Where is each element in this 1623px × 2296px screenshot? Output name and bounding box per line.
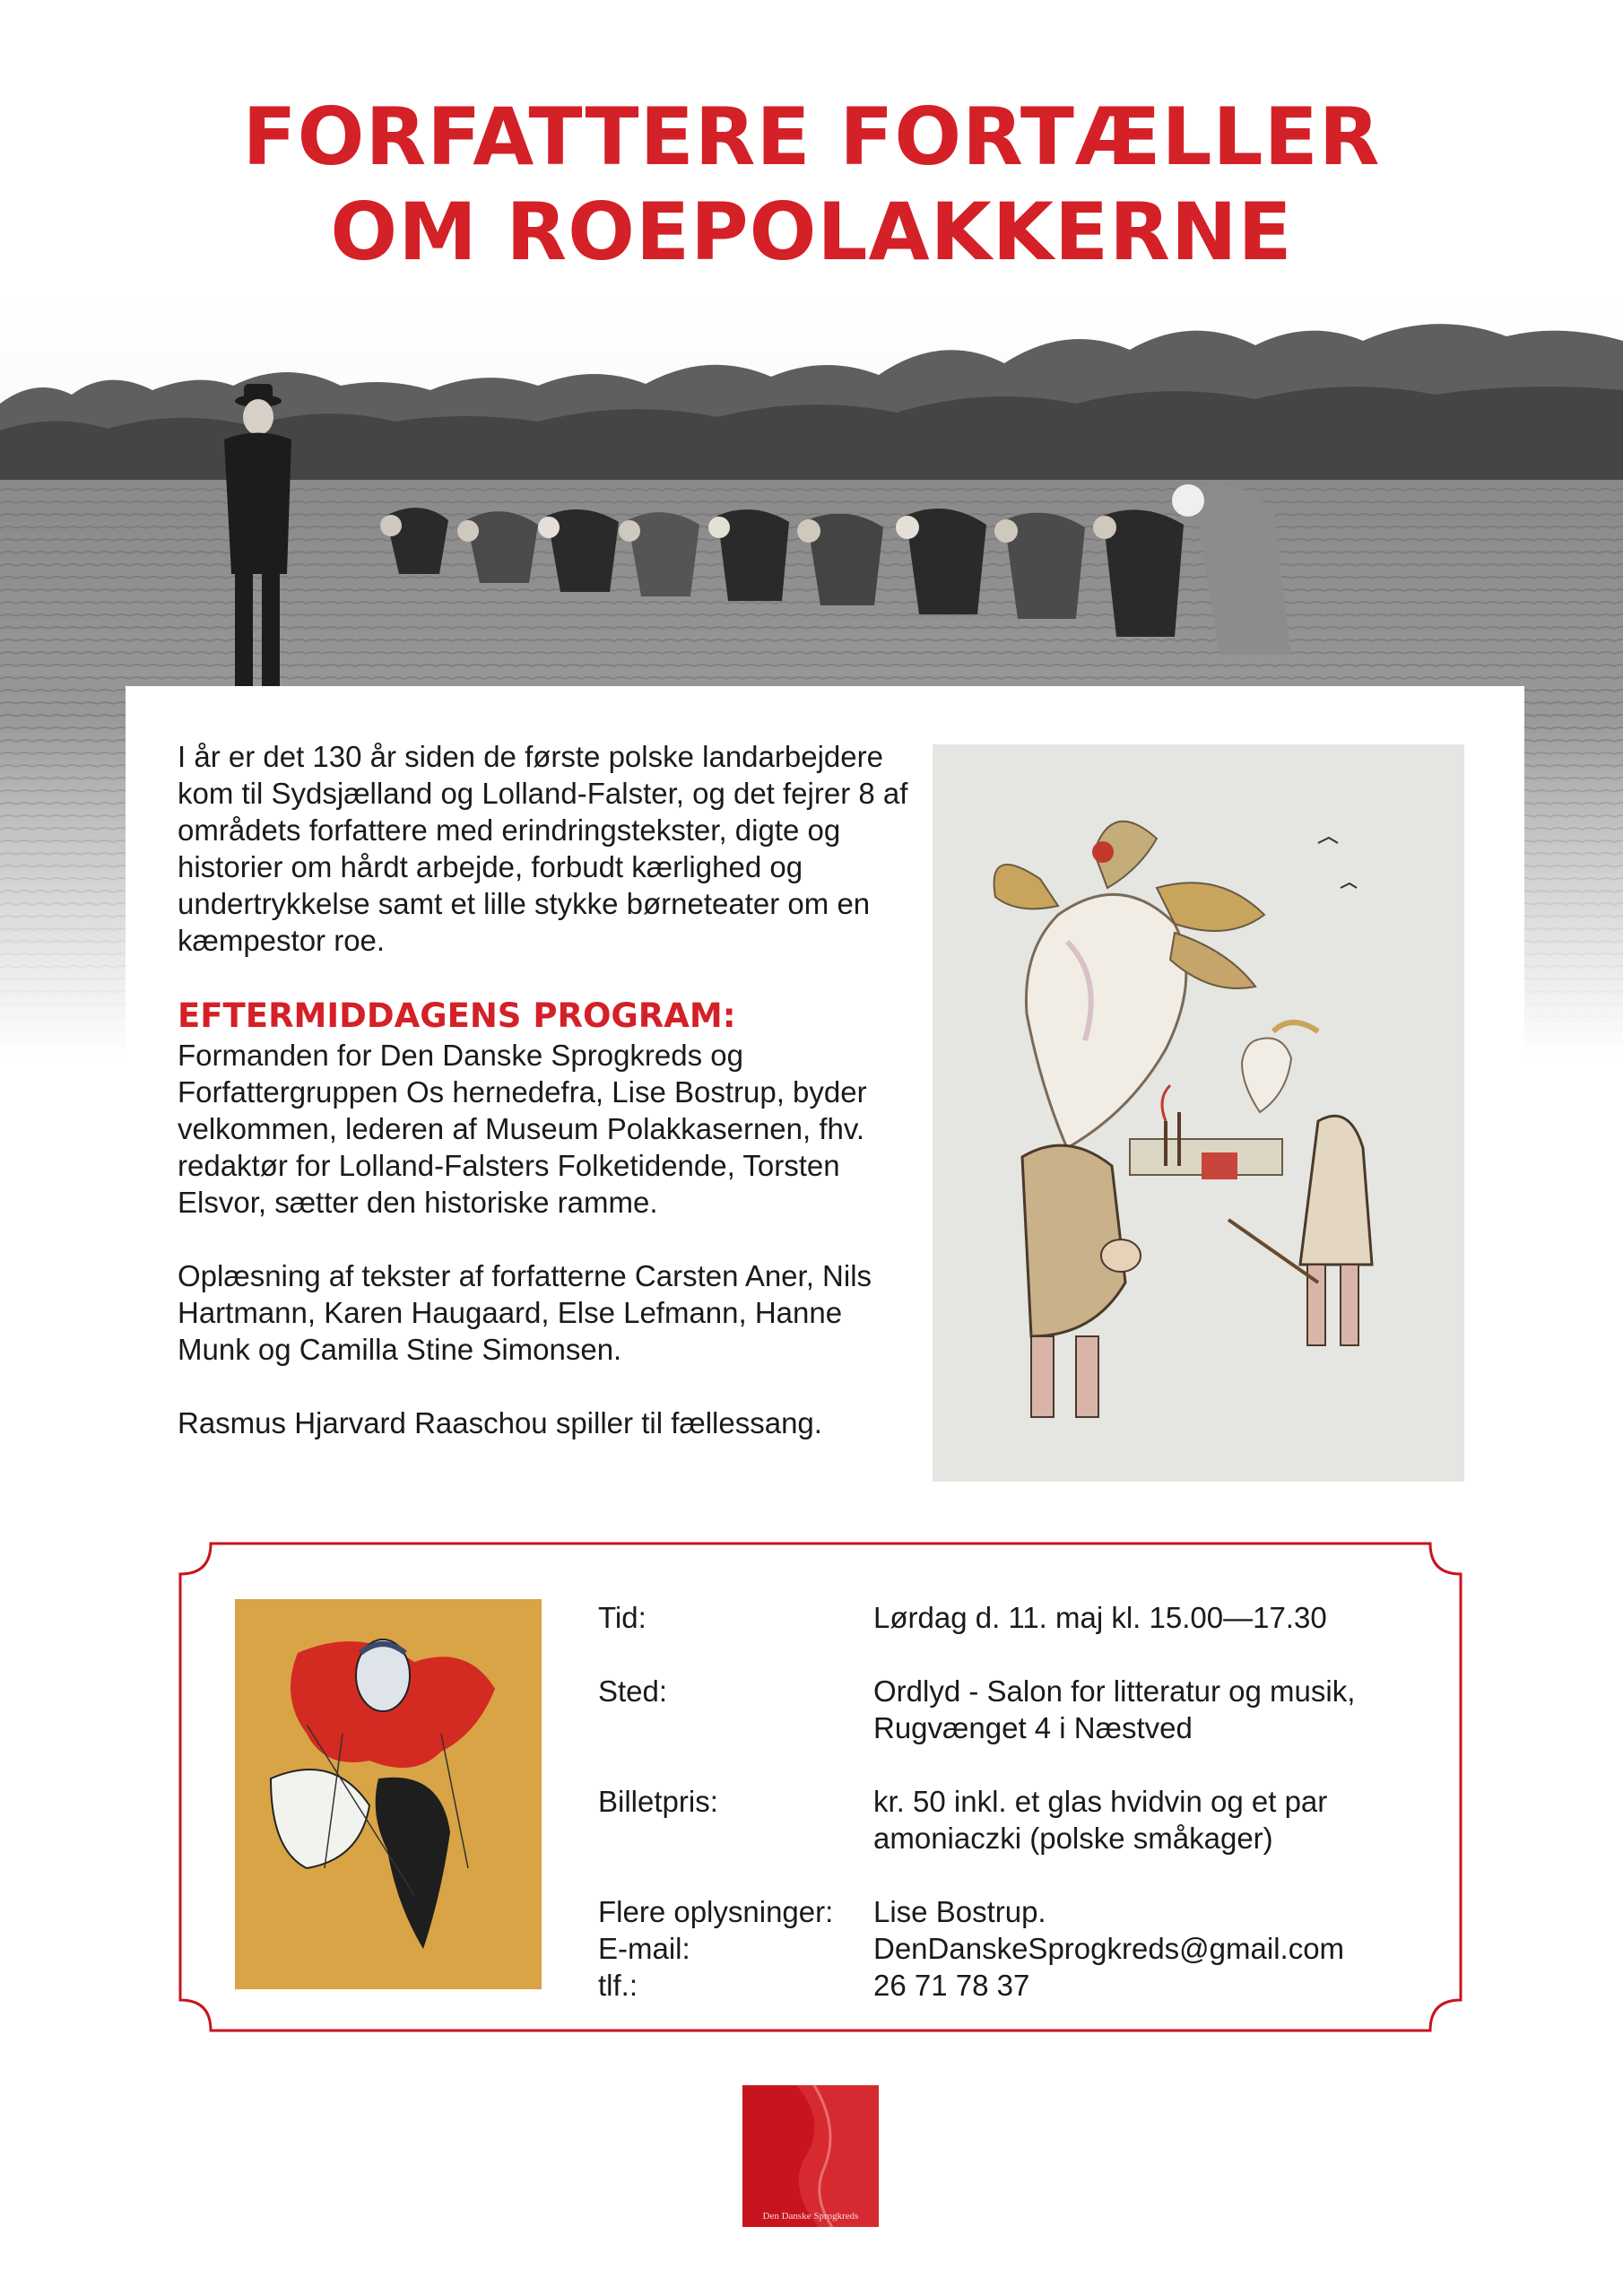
page-title: [0, 90, 1623, 280]
price-value-line-1: kr. 50 inkl. et glas hvidvin og et par: [873, 1785, 1328, 1818]
more-info-value: Lise Bostrup.: [873, 1895, 1046, 1928]
program-paragraph-2: Oplæsning af tekster af forfatterne Carsten Aner, Nils Hartmann, Karen Haugaard, Else Lefmann, Hanne Munk og Camilla Stine Simonsen.: [178, 1259, 872, 1366]
contact-values: [873, 1893, 1459, 2004]
time-value: Lørdag d. 11. maj kl. 15.00—17.30: [873, 1601, 1327, 1634]
place-label: Sted:: [598, 1674, 668, 1708]
email-label: E-mail:: [598, 1932, 690, 1965]
phone-value: 26 71 78 37: [873, 1969, 1030, 2002]
info-row-time: [598, 1599, 1459, 1636]
price-value-line-2: amoniaczki (polske småkager): [873, 1822, 1273, 1855]
event-info: [598, 1599, 1459, 2040]
contact-labels: [598, 1893, 873, 2004]
logo-text: Den Danske Sprogkreds: [762, 2211, 859, 2222]
info-row-price: [598, 1783, 1459, 1857]
title-line-1: FORFATTERE FORTÆLLER: [242, 91, 1381, 183]
content-card: [126, 686, 1524, 1520]
sprogkreds-logo: [742, 2085, 879, 2227]
info-row-contact: [598, 1893, 1459, 2004]
program-paragraph-3: Rasmus Hjarvard Raaschou spiller til fællessang.: [178, 1406, 822, 1439]
price-value: [873, 1783, 1459, 1857]
text-column: [178, 738, 913, 1478]
program-heading: EFTERMIDDAGENS PROGRAM:: [178, 996, 736, 1035]
beet-painting: [933, 744, 1464, 1482]
more-info-label: Flere oplysninger:: [598, 1895, 834, 1928]
price-label: Billetpris:: [598, 1785, 718, 1818]
place-value-line-2: Rugvænget 4 i Næstved: [873, 1711, 1193, 1744]
program-paragraph-1: Formanden for Den Danske Sprogkreds og Forfattergruppen Os hernedefra, Lise Bostrup, byder velkommen, lederen af Museum Polakkasernen, fhv. redaktør for Lolland-Falsters Folketidende, Torsten Elsvor, sætter den historiske ramme.: [178, 1039, 867, 1219]
title-line-2: OM ROEPOLAKKERNE: [330, 186, 1293, 278]
logo-shape-icon: [742, 2085, 879, 2227]
place-value: [873, 1673, 1459, 1746]
intro-paragraph: I år er det 130 år siden de første polske landarbejdere kom til Sydsjælland og Lolland-Falster, og det fejrer 8 af områdets forfattere med erindringstekster, digte og historier om hårdt arbejde, forbudt kærlighed og undertrykkelse samt et lille stykke børneteater om en kæmpestor roe.: [178, 740, 908, 957]
email-link[interactable]: DenDanskeSprogkreds@gmail.com: [873, 1932, 1345, 1965]
info-row-place: [598, 1673, 1459, 1746]
phone-label: tlf.:: [598, 1969, 638, 2002]
time-label: Tid:: [598, 1601, 647, 1634]
portrait-painting: [235, 1599, 542, 1989]
place-value-line-1: Ordlyd - Salon for litteratur og musik,: [873, 1674, 1356, 1708]
